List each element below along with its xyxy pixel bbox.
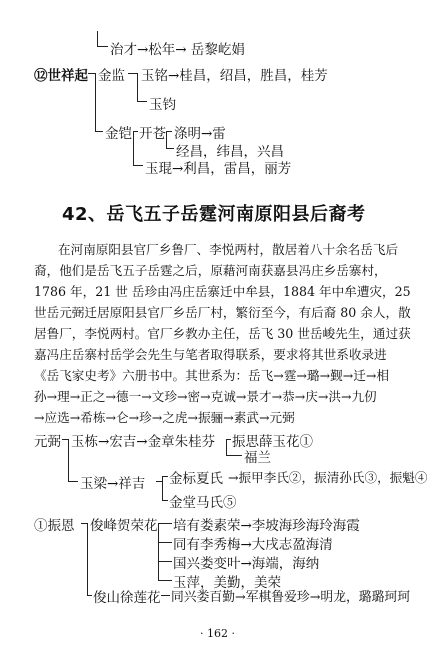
tree-line-guoxing: 国兴娄变叶→海端，海纳 (173, 556, 320, 572)
paragraph-line: 世岳元弼迁居原阳县官厂乡岳厂村，繁衍至今，有后裔 80 余人，散 (34, 305, 411, 320)
tree-connector (133, 131, 138, 132)
tree-node-jinjian: 金监 (98, 68, 125, 84)
tree-connector (137, 101, 147, 102)
tree-line-yuchen: 玉琨→利昌，雷昌，丽芳 (145, 161, 292, 177)
tree-node-junfeng: 俊峰贺荣花 (90, 518, 158, 534)
tree-line-yuliang: 玉梁→祥吉 (80, 476, 146, 492)
paragraph-line: 居鲁厂，李悦两村。官厂乡教办主任，岳飞 30 世岳峻先生，通过获 (34, 326, 411, 341)
tree-line-jingchang: 经昌，纬昌，兴昌 (176, 144, 284, 160)
tree-connector (226, 439, 227, 455)
section-title: 42、岳飞五子岳霆河南原阳县后裔考 (62, 204, 366, 225)
tree-connector (128, 73, 137, 74)
tree-connector (87, 595, 92, 596)
tree-node-jinbiao: 金标夏氏 (169, 471, 223, 487)
tree-node-junshan: 俊山徐莲花 (93, 590, 161, 606)
tree-connector (166, 131, 172, 132)
tree-connector (95, 73, 96, 131)
tree-connector (162, 476, 168, 477)
tree-connector (87, 523, 88, 595)
tree-connector (88, 73, 95, 74)
tree-node-jinhao: 金铠 (105, 126, 132, 142)
tree-node-fulan: 福兰 (244, 450, 271, 466)
tree-connector (162, 476, 163, 500)
tree-connector (226, 439, 231, 440)
tree-root-yuanbi: 元弼 (34, 434, 61, 450)
tree-line-tuming: 涤明→雷 (174, 126, 226, 142)
tree-connector (166, 131, 167, 148)
tree-connector (161, 595, 170, 596)
tree-connector (97, 46, 108, 47)
paragraph-line: 《岳飞家史考》六册书中。其世系为：岳飞→霆→璐→觐→迁→相 (34, 368, 390, 383)
tree-line-yuping: 玉萍，美勤，美荣 (173, 575, 281, 591)
tree-line-tongyou: 同有李秀梅→大戌志盈海清 (173, 537, 333, 553)
paragraph-line: 孙→理→正之→德一→文珍→密→克诚→景才→恭→庆→洪→九仞 (34, 389, 377, 404)
paragraph-line: 裔，他们是岳飞五子岳霆之后，原藉河南获嘉县冯庄乡岳寨村， (34, 263, 387, 278)
tree-connector (162, 500, 168, 501)
tree-connector (158, 580, 172, 581)
tree-line-yuming: 玉铭→桂昌，绍昌，胜昌，桂芳 (141, 68, 328, 84)
paragraph-line: →应选→希栋→仑→珍→之虎→振骊→素武→元弼 (34, 410, 295, 425)
tree-connector (166, 148, 174, 149)
paragraph-line: 在河南原阳县官厂乡鲁厂、李悦两村，散居着八十余名岳飞后 (58, 242, 399, 257)
paragraph-line: 1786 年，21 世 岳珍由冯庄岳寨迁中牟县，1884 年中牟遭灾，25 (34, 284, 411, 299)
tree-line-jinbiao-children: →振甲李氏②，振清孙氏③，振魁④ (228, 470, 428, 485)
tree-node-jintang: 金堂马氏⑤ (169, 495, 237, 511)
tree-connector (68, 481, 78, 482)
tree-line-zhicai: 治才→松年→ 岳黎屹娟 (110, 42, 245, 58)
tree-connector (158, 561, 172, 562)
tree-connector (137, 73, 138, 101)
tree-connector (95, 131, 103, 132)
tree-connector (158, 523, 172, 524)
tree-connector (68, 439, 69, 481)
page-number: · 162 · (200, 627, 235, 640)
tree-connector (97, 31, 98, 47)
tree-node-zhensi: 振思薛玉花① (232, 434, 313, 450)
tree-connector (226, 455, 242, 456)
tree-line-peiyou: 培有娄素荣→李坡海珍海玲海霞 (173, 518, 360, 534)
tree-line-yudong: 玉栋→宏吉→金章朱桂芬 (71, 434, 216, 450)
tree-node-kaicang: 开苍 (139, 126, 166, 142)
paragraph-line: 嘉冯庄岳寨村岳学会先生与笔者取得联系，要求将其世系收录进 (34, 347, 387, 362)
tree-root-shixiang: ⑫世祥起 (34, 68, 88, 84)
tree-connector (133, 131, 134, 165)
tree-line-tongxing: 同兴娄百勤→军棋鲁爱珍→明龙，璐璐珂珂 (171, 590, 410, 605)
tree-connector (133, 165, 143, 166)
tree-connector (158, 523, 159, 580)
tree-connector (158, 542, 172, 543)
tree-node-yujun: 玉钧 (149, 97, 176, 113)
tree-root-zhenen: ①振恩 (34, 518, 75, 534)
